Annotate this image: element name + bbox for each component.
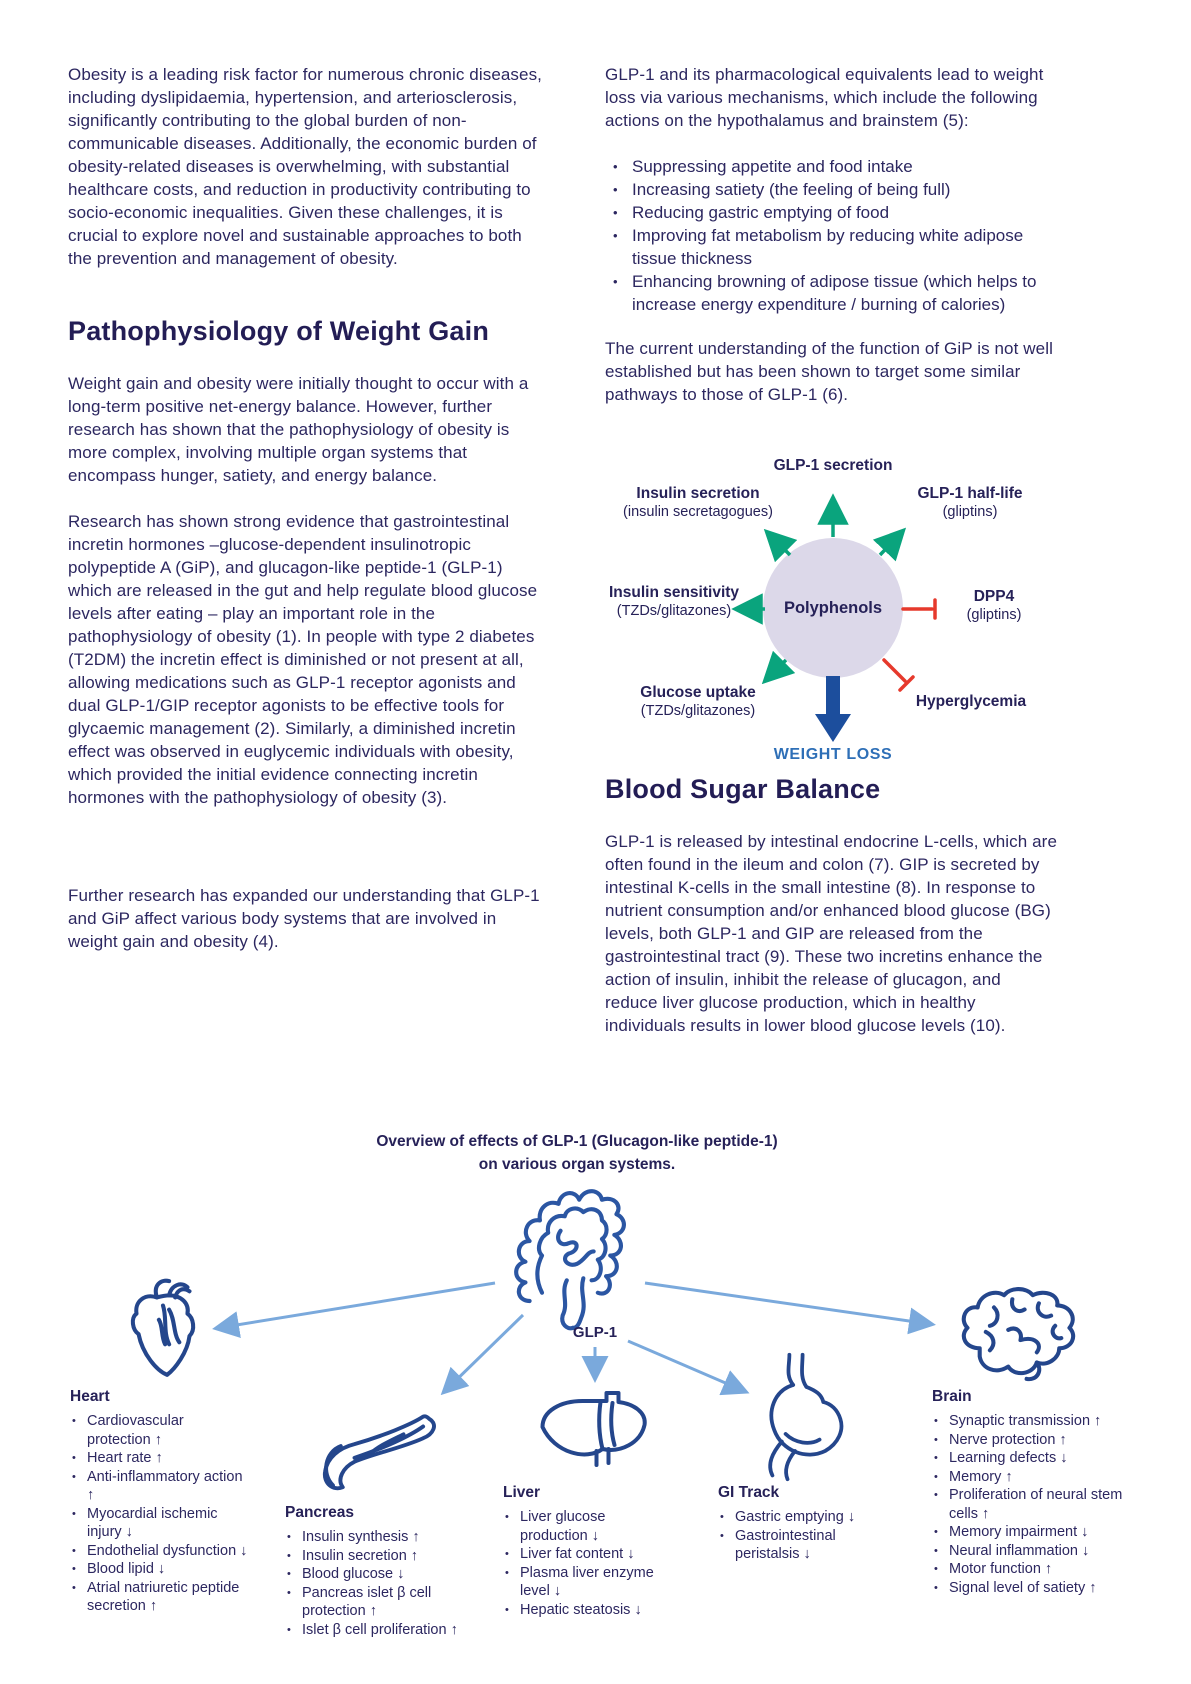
list-item: • Improving fat metabolism by reducing white adipose tissue thickness xyxy=(605,224,1055,270)
list-item: • Endothelial dysfunction ↓ xyxy=(70,1542,248,1561)
liver-icon xyxy=(532,1387,657,1479)
spoke-label: Hyperglycemia xyxy=(915,693,1027,710)
gip-function-paragraph: The current understanding of the function of GiP is not well established but has been shown to target some similar pathways to those of GLP-1 (6). xyxy=(605,339,1053,404)
heart-heading: Heart xyxy=(70,1388,110,1405)
polyphenols-label: Polyphenols xyxy=(783,599,883,617)
spoke-sublabel: (TZDs/glitazones) xyxy=(616,603,732,619)
list-item: • Heart rate ↑ xyxy=(70,1449,248,1468)
list-item: • Synaptic transmission ↑ xyxy=(932,1412,1147,1431)
organ-overview-diagram xyxy=(0,1125,1191,1684)
list-item: • Blood lipid ↓ xyxy=(70,1560,248,1579)
inhibit-bar-right xyxy=(903,600,935,618)
liver-effects-list xyxy=(503,1508,673,1619)
promote-arrow-upper-left xyxy=(770,535,790,555)
brain-icon xyxy=(948,1285,1093,1387)
list-item: • Suppressing appetite and food intake xyxy=(605,155,1055,178)
heart-effects-list xyxy=(70,1412,248,1616)
weight-loss-arrow xyxy=(815,676,851,742)
inhibit-bar-lower-right xyxy=(884,660,913,690)
liver-heading: Liver xyxy=(503,1484,541,1501)
spoke-glp1-half-life xyxy=(917,484,1022,521)
list-item: • Insulin secretion ↑ xyxy=(285,1547,480,1566)
list-item: • Memory impairment ↓ xyxy=(932,1523,1147,1542)
spoke-sublabel: (gliptins) xyxy=(966,607,1022,623)
further-research-paragraph: Further research has expanded our understanding that GLP-1 and GiP affect various body systems that are involved in weight gain and obesity (4). xyxy=(68,886,540,951)
list-item: • Hepatic steatosis ↓ xyxy=(503,1601,673,1620)
list-item: • Cardiovascular protection ↑ xyxy=(70,1412,248,1449)
spoke-insulin-secretion xyxy=(623,484,773,521)
brain-heading: Brain xyxy=(932,1388,972,1405)
list-item: • Atrial natriuretic peptide secretion ↑ xyxy=(70,1579,248,1616)
list-item: • Pancreas islet β cell protection ↑ xyxy=(285,1584,480,1621)
intestine-icon xyxy=(498,1177,648,1332)
list-item: • Gastric emptying ↓ xyxy=(718,1508,893,1527)
list-item: • Neural inflammation ↓ xyxy=(932,1542,1147,1561)
list-item: • Plasma liver enzyme level ↓ xyxy=(503,1564,673,1601)
spoke-sublabel: (insulin secretagogues) xyxy=(623,504,773,520)
list-item: • Increasing satiety (the feeling of being full) xyxy=(605,178,1055,201)
pathophysiology-heading: Pathophysiology of Weight Gain xyxy=(68,316,490,346)
list-item: • Learning defects ↓ xyxy=(932,1449,1147,1468)
list-item: • Blood glucose ↓ xyxy=(285,1565,480,1584)
brain-effects-list xyxy=(932,1412,1147,1597)
pancreas-icon xyxy=(312,1401,447,1499)
promote-arrow-upper-right xyxy=(880,534,900,555)
organ-diagram-title-line1: Overview of effects of GLP-1 (Glucagon-like peptide-1) xyxy=(376,1133,778,1150)
list-item: • Gastrointestinal peristalsis ↓ xyxy=(718,1527,893,1564)
weight-gain-paragraph: Weight gain and obesity were initially thought to occur with a long-term positive net-energy balance. However, further research has shown that the pathophysiology of obesity is more complex, involving multiple organ systems that encompass hunger, satiety, and energy balance. xyxy=(68,374,529,485)
organ-diagram-title-line2: on various organ systems. xyxy=(478,1156,676,1173)
list-item: • Nerve protection ↑ xyxy=(932,1431,1147,1450)
list-item: • Motor function ↑ xyxy=(932,1560,1147,1579)
list-item: • Reducing gastric emptying of food xyxy=(605,201,1055,224)
arrow-to-heart xyxy=(218,1283,495,1328)
spoke-glp1-secretion xyxy=(774,456,893,475)
list-item: • Myocardial ischemic injury ↓ xyxy=(70,1505,248,1542)
spoke-label: Glucose uptake xyxy=(640,684,756,701)
blood-sugar-paragraph: GLP-1 is released by intestinal endocrine L-cells, which are often found in the ileum and colon (7). GIP is secreted by intestinal K-cells in the small intestine (8). In response to nutrient consumption and/or enhanced blood glucose (BG) levels, both GLP-1 and GIP are released from the gastrointestinal tract (9). These two incretins enhance the action of insulin, inhibit the release of glucagon, and reduce liver glucose production, which in healthy individuals results in lower blood glucose levels (10). xyxy=(605,832,1058,1035)
spoke-label: GLP-1 secretion xyxy=(773,457,893,474)
list-item: • Insulin synthesis ↑ xyxy=(285,1528,480,1547)
list-item: • Liver glucose production ↓ xyxy=(503,1508,673,1545)
polyphenols-diagram xyxy=(560,420,1060,778)
promote-arrow-lower-left xyxy=(768,660,786,678)
spoke-insulin-sensitivity xyxy=(609,583,739,620)
glp1-mechanisms-paragraph: GLP-1 and its pharmacological equivalents lead to weight loss via various mechanisms, which include the following actions on the hypothalamus and brainstem (5): xyxy=(605,65,1044,130)
spoke-sublabel: (gliptins) xyxy=(942,504,998,520)
pancreas-effects-list xyxy=(285,1528,480,1639)
spoke-glucose-uptake xyxy=(640,683,755,720)
list-item: • Proliferation of neural stem cells ↑ xyxy=(932,1486,1147,1523)
intro-paragraph: Obesity is a leading risk factor for numerous chronic diseases, including dyslipidaemia, hypertension, and arteriosclerosis, significantly contributing to the global burden of non-communicable diseases. Additionally, the economic burden of obesity-related diseases is overwhelming, with substantial healthcare costs, and reduction in productivity contributing to socio-economic inequalities. Given these challenges, it is crucial to explore novel and sustainable approaches to both the prevention and management of obesity. xyxy=(68,65,543,268)
gi-track-effects-list xyxy=(718,1508,893,1564)
list-item: • Signal level of satiety ↑ xyxy=(932,1579,1147,1598)
glp1-source-label: GLP-1 xyxy=(572,1324,618,1341)
pancreas-heading: Pancreas xyxy=(285,1504,354,1521)
stomach-icon xyxy=(745,1351,863,1483)
list-item: • Memory ↑ xyxy=(932,1468,1147,1487)
mechanism-bullet-list xyxy=(605,155,1055,316)
spoke-label: DPP4 xyxy=(973,588,1015,605)
weight-loss-label: WEIGHT LOSS xyxy=(773,746,893,763)
spoke-label: GLP-1 half-life xyxy=(917,485,1023,502)
spoke-dpp4 xyxy=(967,587,1022,624)
spoke-label: Insulin secretion xyxy=(636,485,760,502)
spoke-hyperglycemia xyxy=(916,692,1026,711)
list-item: • Liver fat content ↓ xyxy=(503,1545,673,1564)
incretin-research-paragraph: Research has shown strong evidence that gastrointestinal incretin hormones –glucose-dependent insulinotropic polypeptide A (GiP), and glucagon-like peptide-1 (GLP-1) which are released in the gut and help regulate blood glucose levels after eating – play an important role in the pathophysiology of obesity (1). In people with type 2 diabetes (T2DM) the incretin effect is diminished or not present at all, allowing medications such as GLP-1 receptor agonists and dual GLP-1/GIP receptor agonists to be effective tools for glycaemic management (2). Similarly, a diminished incretin effect was observed in euglycemic individuals with obesity, which provided the initial evidence connecting incretin hormones with the pathophysiology of obesity (3). xyxy=(68,512,538,807)
gi-track-heading: GI Track xyxy=(718,1484,780,1501)
list-item: • Anti-inflammatory action ↑ xyxy=(70,1468,248,1505)
list-item: • Islet β cell proliferation ↑ xyxy=(285,1621,480,1640)
list-item: • Enhancing browning of adipose tissue (which helps to increase energy expenditure / burning of calories) xyxy=(605,270,1055,316)
heart-icon xyxy=(122,1275,204,1385)
spoke-sublabel: (TZDs/glitazones) xyxy=(640,703,756,719)
arrow-to-brain xyxy=(645,1283,930,1324)
arrow-to-stomach xyxy=(628,1341,744,1391)
spoke-label: Insulin sensitivity xyxy=(608,584,740,601)
blood-sugar-heading: Blood Sugar Balance xyxy=(605,774,881,804)
